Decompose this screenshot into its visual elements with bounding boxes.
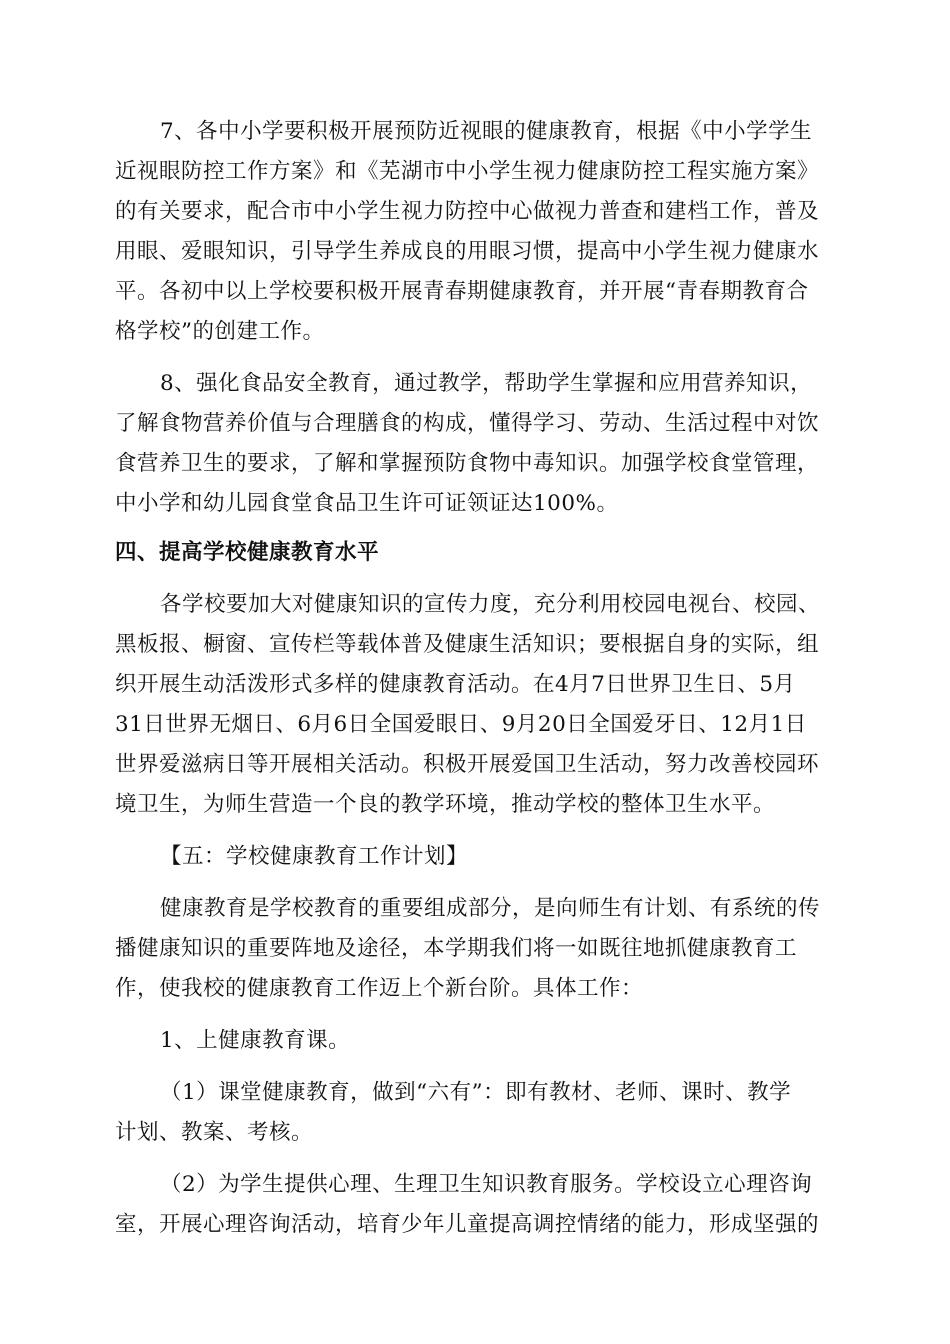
intro-line-3: 作，使我校的健康教育工作迈上个新台阶。具体工作： (115, 976, 644, 1001)
section-heading: 四、提高学校健康教育水平 (115, 540, 380, 565)
paragraph-7-line-5: 平。各初中以上学校要积极开展青春期健康教育，并开展“青春期教育合 (115, 279, 809, 304)
item-1-1-line-1: （1）课堂健康教育，做到“六有”：即有教材、老师、课时、教学 (160, 1080, 792, 1105)
paragraph-8-line-3: 食营养卫生的要求，了解和掌握预防食物中毒知识。加强学校食堂管理， (115, 451, 820, 476)
paragraph-8-line-4: 中小学和幼儿园食堂食品卫生许可证领证达100%。 (115, 491, 619, 516)
item-1-1-line-2: 计划、教案、考核。 (115, 1120, 314, 1145)
paragraph-7-line-2: 近视眼防控工作方案》和《芜湖市中小学生视力健康防控工程实施方案》 (115, 159, 820, 184)
section-4-line-3: 织开展生动活泼形式多样的健康教育活动。在4月7日世界卫生日、5月 (115, 672, 796, 697)
intro-line-1: 健康教育是学校教育的重要组成部分，是向师生有计划、有系统的传 (160, 896, 821, 921)
intro-line-2: 播健康知识的重要阵地及途径，本学期我们将一如既往地抓健康教育工 (115, 936, 798, 961)
paragraph-7-line-1: 7、各中小学要积极开展预防近视眼的健康教育，根据《中小学学生 (160, 119, 813, 144)
section-4-line-2: 黑板报、橱窗、宣传栏等载体普及健康生活知识；要根据自身的实际，组 (115, 632, 820, 657)
section-4-line-5: 世界爱滋病日等开展相关活动。积极开展爱国卫生活动，努力改善校园环 (115, 752, 820, 777)
paragraph-7-line-6: 格学校”的创建工作。 (115, 319, 325, 344)
paragraph-7-line-3: 的有关要求，配合市中小学生视力防控中心做视力普查和建档工作，普及 (115, 199, 820, 224)
section-4-line-1: 各学校要加大对健康知识的宣传力度，充分利用校园电视台、校园、 (160, 592, 821, 617)
section-4-line-6: 境卫生，为师生营造一个良的教学环境，推动学校的整体卫生水平。 (115, 792, 776, 817)
paragraph-7-line-4: 用眼、爱眼知识，引导学生养成良的用眼习惯，提高中小学生视力健康水 (115, 239, 820, 264)
item-1-2-line-2: 室，开展心理咨询活动，培育少年儿童提高调控情绪的能力，形成坚强的 (115, 1212, 820, 1237)
paragraph-8-line-2: 了解食物营养价值与合理膳食的构成，懂得学习、劳动、生活过程中对饮 (115, 411, 820, 436)
item-1: 1、上健康教育课。 (160, 1028, 351, 1053)
item-1-2-line-1: （2）为学生提供心理、生理卫生知识教育服务。学校设立心理咨询 (160, 1172, 813, 1197)
section-4-line-4: 31日世界无烟日、6月6日全国爱眼日、9月20日全国爱牙日、12月1日 (115, 712, 807, 737)
paragraph-8-line-1: 8、强化食品安全教育，通过教学，帮助学生掌握和应用营养知识， (160, 371, 813, 396)
plan-title: 【五：学校健康教育工作计划】 (160, 844, 469, 869)
